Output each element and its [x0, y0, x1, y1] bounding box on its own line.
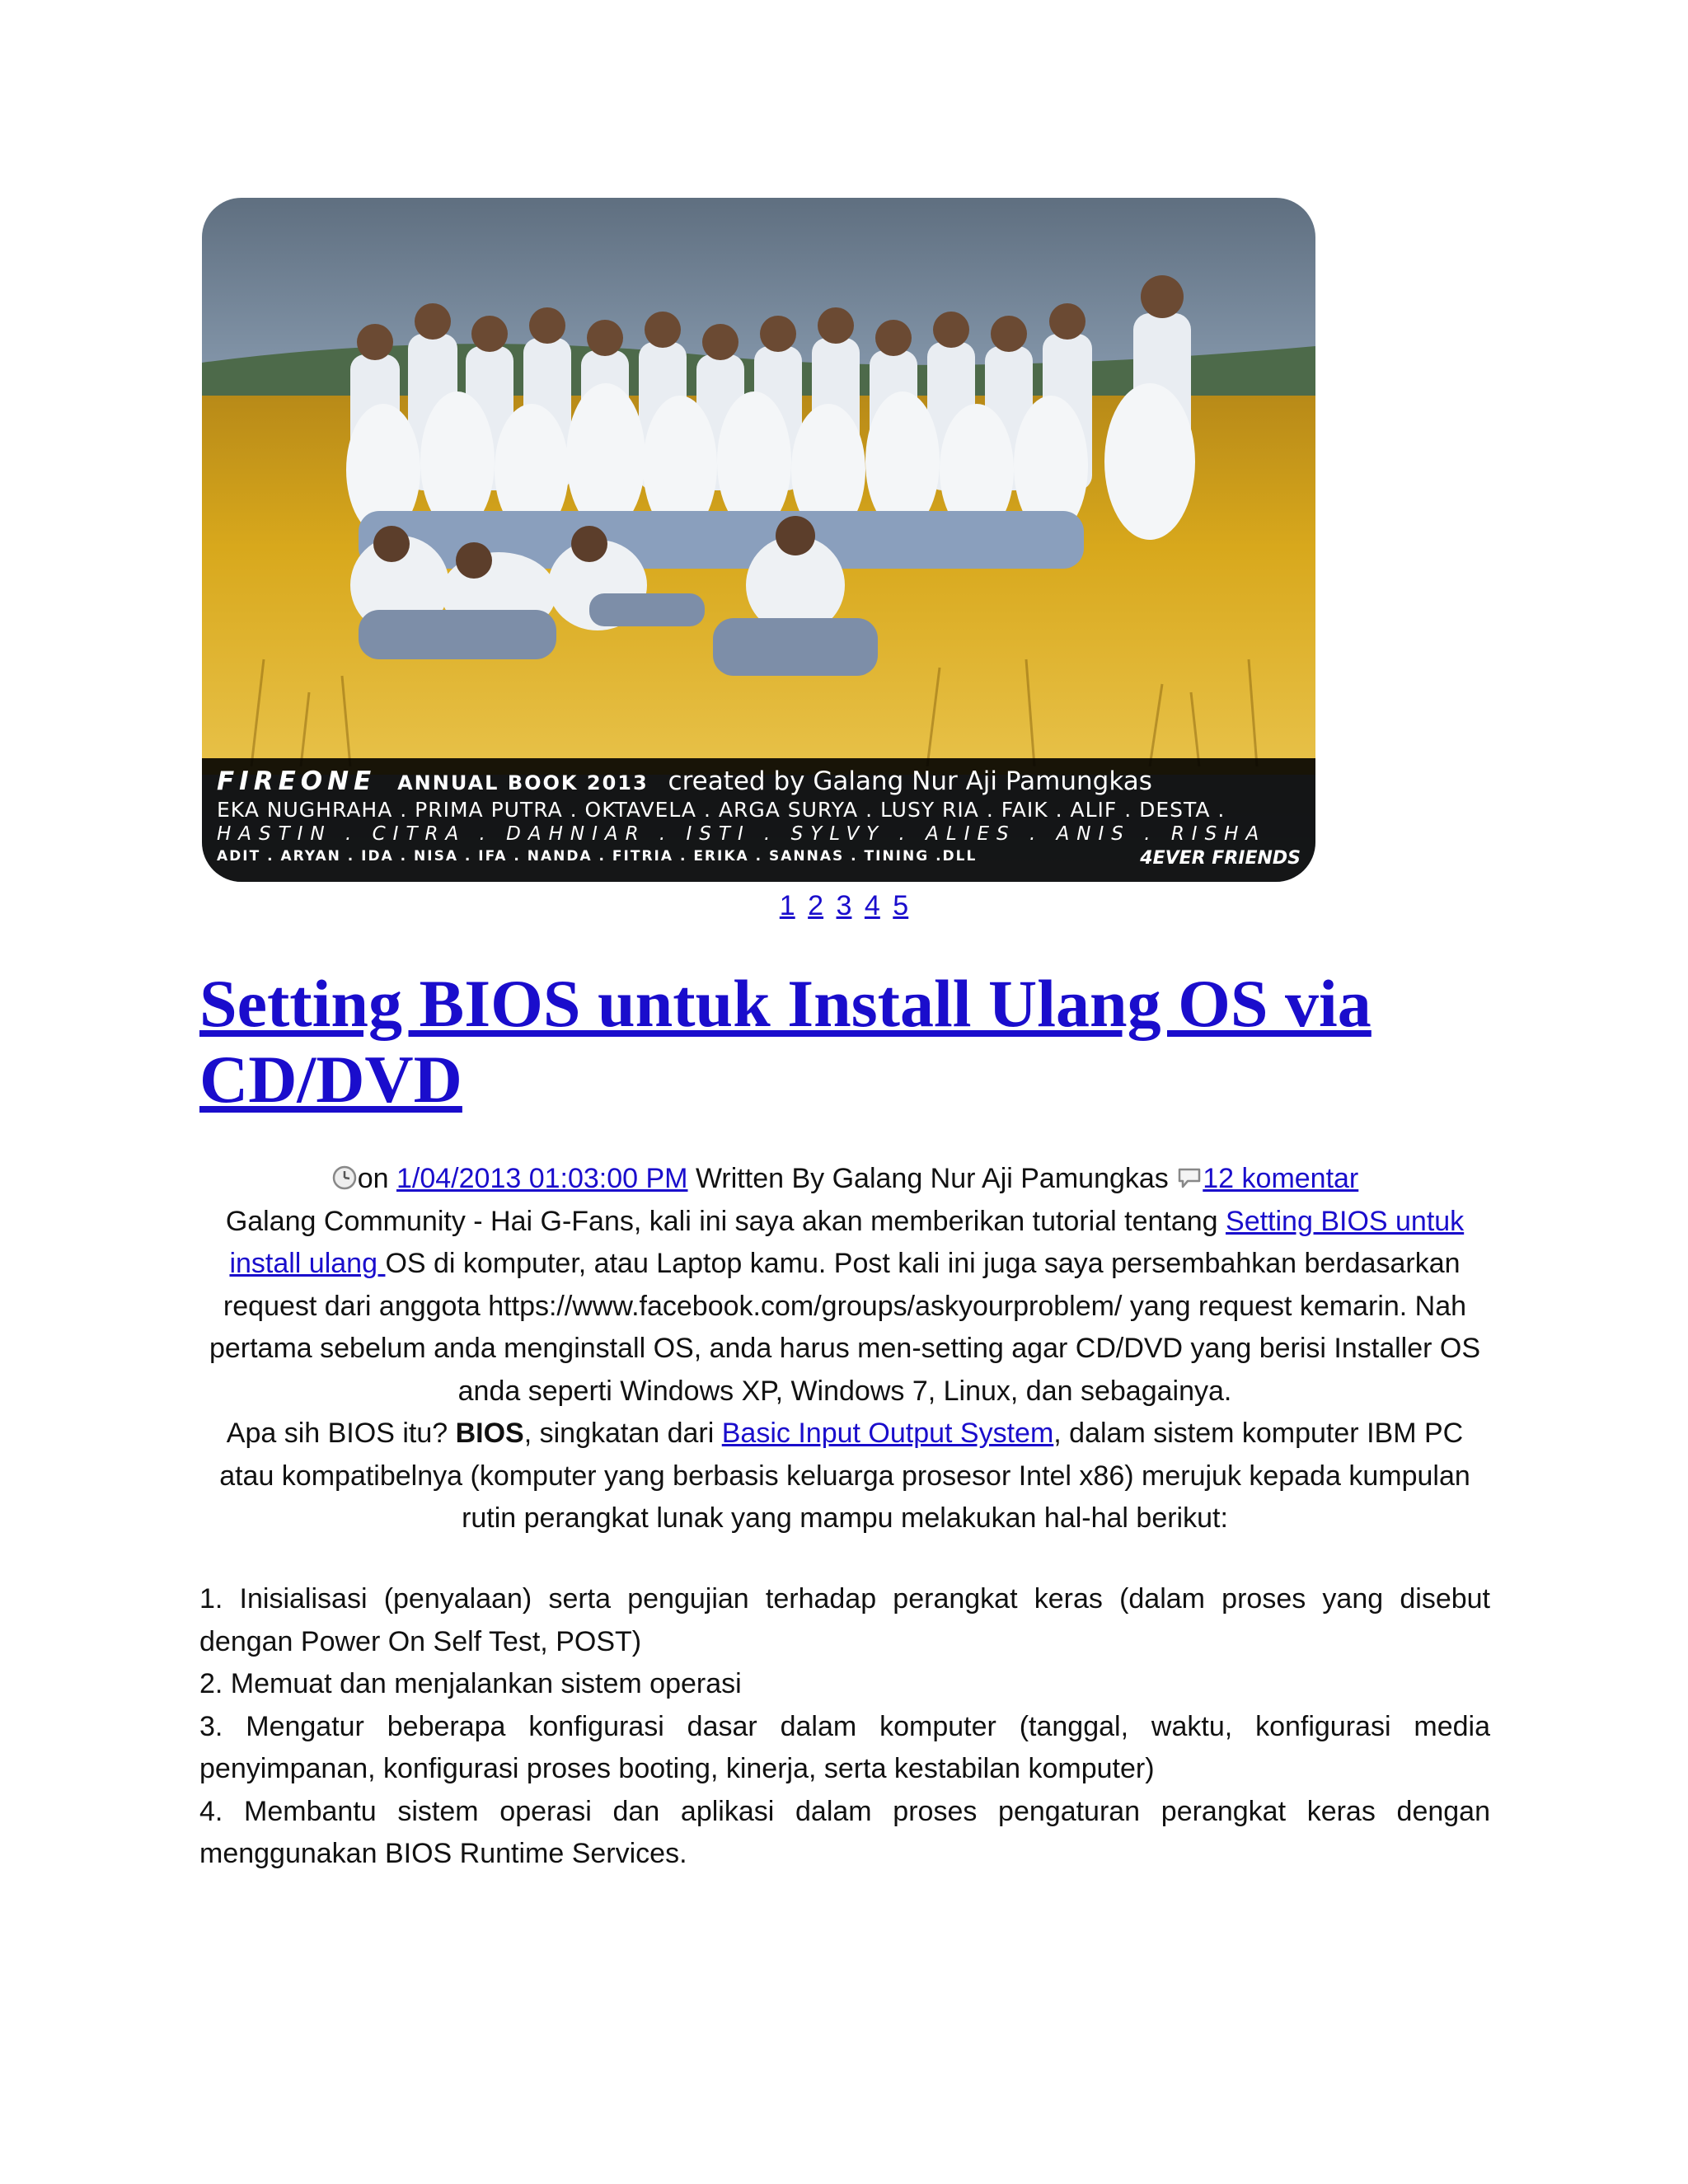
bios-def-mid: , singkatan dari: [523, 1418, 722, 1449]
pager-link-5[interactable]: 5: [893, 890, 909, 921]
meta-on-label: on: [357, 1163, 389, 1194]
pager-link-4[interactable]: 4: [864, 890, 880, 921]
post-body-centered: [199, 1158, 1490, 1540]
clock-icon: [331, 1161, 358, 1188]
bios-function-list: [199, 1578, 1490, 1876]
bios-def-suffix: , dalam sistem komputer IBM PC atau kompatibelnya (komputer yang berbasis keluarga prosesor Intel x86) merujuk kepada kumpulan rutin perangkat lunak yang mampu melakukan hal-hal berikut:: [219, 1418, 1470, 1534]
post-date-link[interactable]: 1/04/2013 01:03:00 PM: [396, 1163, 688, 1194]
banner-annual: ANNUAL BOOK 2013: [397, 771, 649, 794]
list-item: 4. Membantu sistem operasi dan aplikasi dalam proses pengaturan perangkat keras dengan menggunakan BIOS Runtime Services.: [199, 1795, 1490, 1869]
banner-brand: FIREONE: [217, 766, 377, 796]
banner-tagline: 4EVER FRIENDS: [1140, 848, 1301, 869]
banner-caption: [202, 758, 1315, 882]
list-item: 3. Mengatur beberapa konfigurasi dasar dalam komputer (tanggal, waktu, konfigurasi media penyimpanan, konfigurasi proses booting, kinerja, serta kestabilan komputer): [199, 1710, 1490, 1784]
banner-names-3: ADIT . ARYAN . IDA . NISA . IFA . NANDA . FITRIA . ERIKA . SANNAS . TINING .DLL: [217, 848, 978, 865]
banner-caption-line-1: [217, 766, 1301, 796]
pager-link-3[interactable]: 3: [836, 890, 852, 921]
slideshow-pager: [0, 890, 1688, 922]
meta-author: Written By Galang Nur Aji Pamungkas: [695, 1163, 1169, 1194]
intro-paragraph: [199, 1201, 1490, 1413]
banner-names-2: HASTIN . CITRA . DAHNIAR . ISTI . SYLVY . ALIES . ANIS . RISHA: [217, 823, 1267, 845]
banner-names-3-row: [217, 848, 1301, 869]
banner-names-1: EKA NUGHRAHA . PRIMA PUTRA . OKTAVELA . ARGA SURYA . LUSY RIA . FAIK . ALIF . DESTA .: [217, 798, 1226, 822]
bios-definition: [199, 1413, 1490, 1540]
pager-link-1[interactable]: 1: [779, 890, 795, 921]
post-title: [199, 966, 1518, 1118]
intro-suffix: OS di komputer, atau Laptop kamu. Post kali ini juga saya persembahkan berdasarkan request dari anggota https://www.facebook.com/groups/askyourproblem/ yang request kemarin. Nah pertama sebelum anda menginstall OS, anda harus men-setting agar CD/DVD yang berisi Installer OS anda seperti Windows XP, Windows 7, Linux, dan sebagainya.: [209, 1248, 1481, 1407]
comments-link[interactable]: 12 komentar: [1203, 1163, 1359, 1194]
banner-credit: created by Galang Nur Aji Pamungkas: [668, 766, 1152, 796]
list-item: 2. Memuat dan menjalankan sistem operasi: [199, 1668, 742, 1699]
speech-bubble-icon: [1176, 1161, 1203, 1188]
intro-prefix: Galang Community - Hai G-Fans, kali ini saya akan memberikan tutorial tentang: [225, 1205, 1226, 1237]
pager-link-2[interactable]: 2: [808, 890, 824, 921]
bios-def-bold: BIOS: [455, 1418, 524, 1449]
post-meta: [199, 1158, 1490, 1201]
banner-image: [202, 198, 1315, 882]
list-item: 1. Inisialisasi (penyalaan) serta pengujian terhadap perangkat keras (dalam proses yang disebut dengan Power On Self Test, POST): [199, 1583, 1490, 1657]
intro-link[interactable]: Setting BIOS untuk install ulang: [229, 1205, 1465, 1279]
post-title-link[interactable]: Setting BIOS untuk Install Ulang OS via CD/DVD: [199, 966, 1372, 1117]
bios-def-link[interactable]: Basic Input Output System: [721, 1418, 1054, 1449]
bios-def-prefix: Apa sih BIOS itu?: [226, 1418, 456, 1449]
